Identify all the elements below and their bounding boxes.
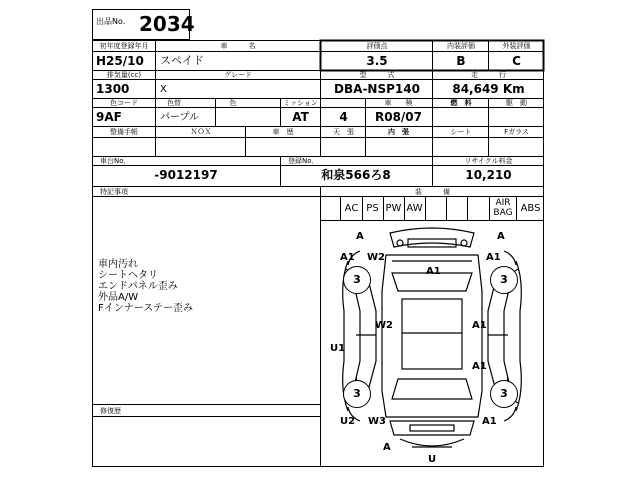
interior-label: 内 張 — [388, 128, 409, 136]
transmission-label: ミッション — [283, 99, 318, 107]
recycle-value: 10,210 — [465, 168, 512, 182]
equip-ps: PS — [366, 203, 379, 214]
displacement-label: 排気量(cc) — [106, 71, 142, 79]
equip-aw: AW — [406, 203, 423, 214]
first-reg-value: H25/10 — [96, 54, 144, 68]
damage-mark: A — [497, 231, 505, 242]
transmission-value: AT — [292, 110, 309, 124]
mileage-label: 走 行 — [471, 71, 506, 79]
seat-label: シート — [450, 128, 472, 136]
remark-line: Fインナーステー歪み — [98, 303, 194, 314]
chassis-label: 車台No． — [100, 157, 131, 165]
mileage-value: 84,649 Km — [452, 82, 525, 96]
car-name-label: 車 名 — [220, 42, 256, 50]
remark-line: エンドパネル歪み — [98, 281, 178, 292]
color-change-label: 色替 — [167, 99, 181, 107]
color-value: パープル — [160, 112, 200, 123]
damage-mark: U1 — [330, 343, 346, 354]
registration-label: 登録No． — [288, 157, 319, 165]
damage-mark: A — [383, 442, 391, 453]
registration-value: 和泉566ろ8 — [321, 168, 391, 182]
front-glass-label: Fガラス — [504, 128, 529, 136]
first-reg-label: 初年度登録年月 — [99, 42, 149, 50]
car-history-label: 車 歴 — [272, 128, 294, 136]
car-name-value: スペイド — [160, 54, 204, 67]
lot-number: 2034 — [139, 12, 195, 36]
damage-mark: A1 — [340, 252, 355, 263]
wheel-rl-mark: 3 — [343, 380, 371, 408]
damage-mark: W2 — [375, 320, 393, 331]
inspection-label: 車 検 — [384, 99, 413, 107]
nox-label: ＮＯＸ — [190, 128, 212, 136]
remarks-label: 特記事項 — [100, 188, 128, 196]
wheel-fr-mark: 3 — [490, 266, 518, 294]
sunroof-label: 天 張 — [333, 128, 354, 136]
recycle-label: リサイクル料金 — [464, 157, 513, 165]
damage-mark: W3 — [368, 416, 386, 427]
remark-line: シートヘタリ — [98, 270, 158, 281]
model-label: 型 式 — [359, 71, 395, 79]
chassis-value: -9012197 — [154, 168, 218, 182]
color-code-label: 色コード — [110, 99, 138, 107]
damage-mark: W2 — [367, 252, 385, 263]
damage-mark: U — [428, 454, 437, 465]
displacement-value: 1300 — [96, 82, 130, 96]
color-label: 色 — [229, 99, 237, 107]
wheel-fl-mark: 3 — [343, 266, 371, 294]
equip-ac: AC — [344, 203, 359, 214]
lot-label: 出品No． — [96, 17, 131, 26]
grade-value: X — [160, 84, 167, 95]
damage-mark: A1 — [482, 416, 497, 427]
maintenance-label: 整備手帳 — [110, 128, 138, 136]
model-value: DBA-NSP140 — [334, 82, 420, 96]
damage-mark: A1 — [426, 266, 441, 277]
damage-mark: A — [356, 231, 364, 242]
damage-mark: A1 — [472, 320, 487, 331]
equip-pw: PW — [385, 203, 402, 214]
equip-abs: ABS — [520, 203, 541, 214]
interior-score-label: 内装評価 — [447, 42, 475, 50]
damage-mark: A1 — [486, 252, 501, 263]
wheel-rr-mark: 3 — [490, 380, 518, 408]
remark-line: 車内汚れ — [98, 259, 138, 270]
exterior-score-label: 外装評価 — [502, 42, 531, 50]
fuel-label: 燃 料 — [450, 99, 472, 107]
equipment-label: 装 備 — [415, 188, 450, 196]
grade-label: グレード — [224, 71, 252, 79]
damage-mark: U2 — [340, 416, 356, 427]
remark-line: 外品A/W — [98, 292, 139, 303]
damage-mark: A1 — [472, 361, 487, 372]
score-value: 3.5 — [366, 54, 388, 68]
drive-label: 駆 動 — [506, 99, 527, 107]
seats-value: 4 — [339, 110, 348, 124]
equip-airbag: AIR BAG — [493, 198, 513, 218]
repair-label: 修復歴 — [100, 407, 121, 415]
exterior-score-value: C — [512, 54, 521, 68]
inspection-value: R08/07 — [374, 110, 423, 124]
color-code-value: 9AF — [96, 110, 122, 124]
interior-score-value: B — [456, 54, 466, 68]
score-label: 評価点 — [366, 42, 388, 50]
